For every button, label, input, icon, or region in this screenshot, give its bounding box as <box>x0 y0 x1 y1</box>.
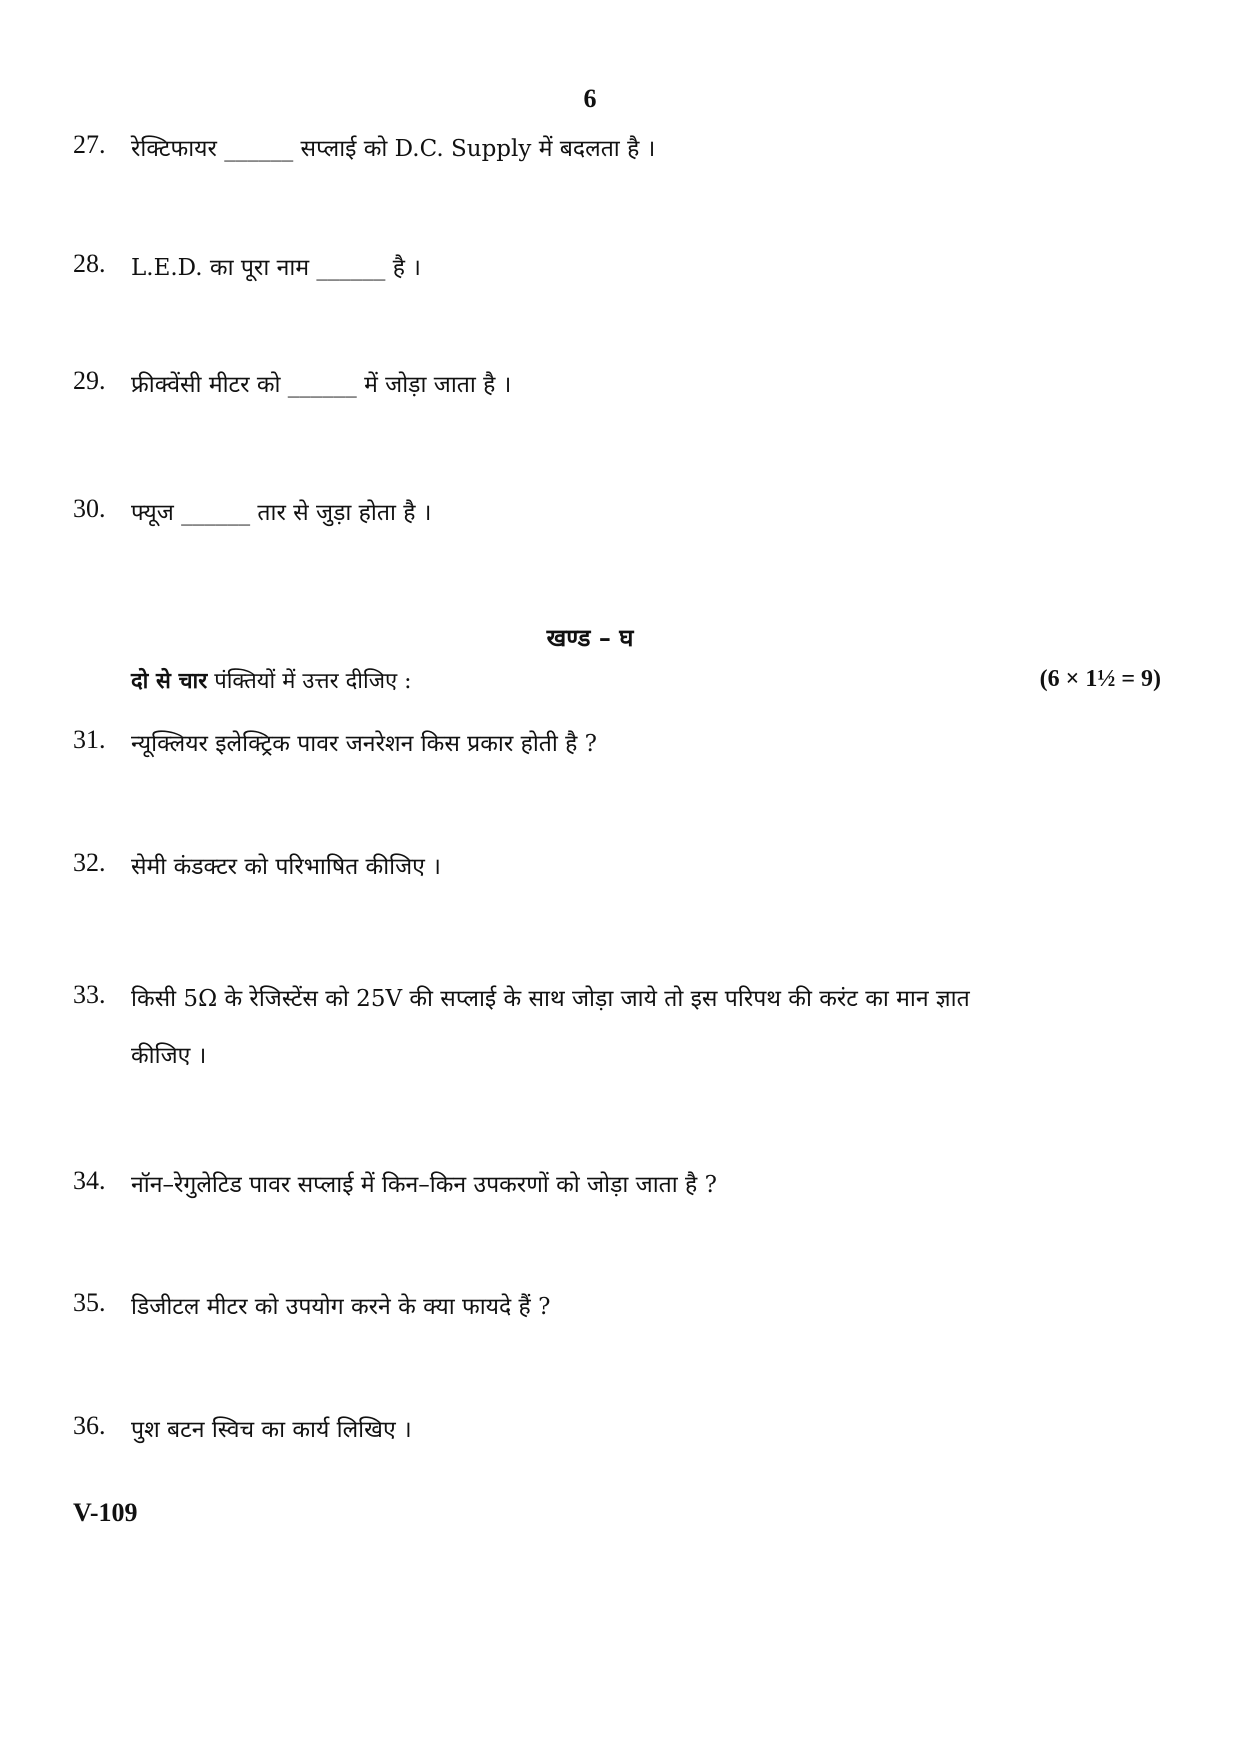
question-number-33: 33. <box>73 980 106 1009</box>
question-number-27: 27. <box>73 130 106 159</box>
question-number-32: 32. <box>73 848 106 877</box>
instruction-rest: पंक्तियों में उत्तर दीजिए : <box>207 669 412 694</box>
instruction-bold: दो से चार <box>131 668 208 694</box>
question-text-27: रेक्टिफायर ______ सप्लाई को D.C. Supply में बदलता है । <box>131 136 656 162</box>
question-number-29: 29. <box>73 366 106 395</box>
question-text-31: न्यूक्लियर इलेक्ट्रिक पावर जनरेशन किस प्रकार होती है ? <box>131 731 598 757</box>
question-text-34: नॉन–रेगुलेटिड पावर सप्लाई में किन–किन उपकरणों को जोड़ा जाता है ? <box>131 1172 717 1198</box>
question-text-30: फ्यूज ______ तार से जुड़ा होता है । <box>131 500 432 526</box>
section-title: खण्ड – घ <box>546 623 634 652</box>
paper-code: V-109 <box>73 1498 138 1527</box>
question-number-36: 36. <box>73 1411 106 1440</box>
page-number: 6 <box>583 84 597 113</box>
question-number-30: 30. <box>73 494 106 523</box>
question-number-28: 28. <box>73 249 106 278</box>
question-text-32: सेमी कंडक्टर को परिभाषित कीजिए । <box>131 854 441 880</box>
question-text-35: डिजीटल मीटर को उपयोग करने के क्या फायदे हैं ? <box>131 1294 551 1320</box>
question-text-33: किसी 5Ω के रेजिस्टेंस को 25V की सप्लाई के साथ जोड़ा जाये तो इस परिपथ की करंट का मान ज्ञात <box>131 986 970 1012</box>
section-instruction <box>131 665 412 695</box>
question-text-36: पुश बटन स्विच का कार्य लिखिए । <box>131 1417 412 1443</box>
question-number-31: 31. <box>73 725 106 754</box>
question-number-34: 34. <box>73 1166 106 1195</box>
marks-allocation: (6 × 1½ = 9) <box>1039 666 1161 692</box>
question-text-33-continued: कीजिए । <box>131 1043 207 1069</box>
question-number-35: 35. <box>73 1288 106 1317</box>
question-text-28: L.E.D. का पूरा नाम ______ है । <box>131 255 421 281</box>
question-text-29: फ्रीक्वेंसी मीटर को ______ में जोड़ा जाता है । <box>131 372 512 398</box>
